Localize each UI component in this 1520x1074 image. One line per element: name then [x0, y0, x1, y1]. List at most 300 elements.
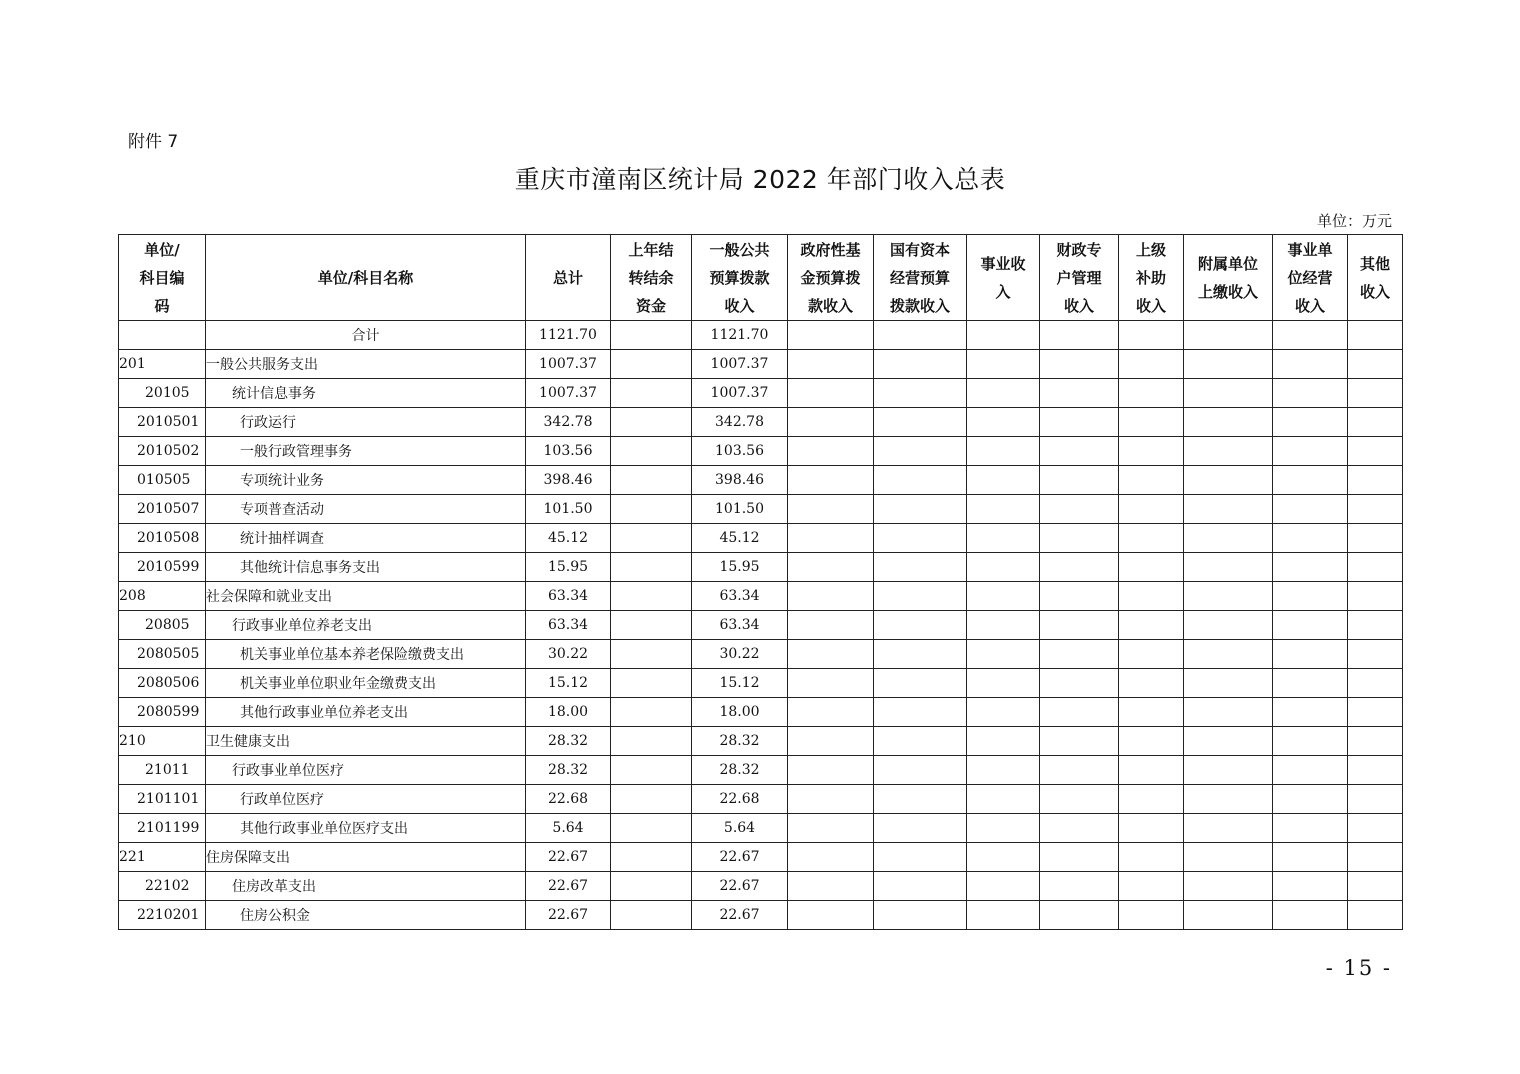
- row-business-income: [967, 843, 1040, 872]
- row-operating-income: [1273, 553, 1348, 582]
- row-state-capital: [874, 843, 967, 872]
- row-fund-budget: [788, 640, 874, 669]
- row-fund-budget: [788, 553, 874, 582]
- row-name: 行政事业单位养老支出: [206, 611, 526, 640]
- row-state-capital: [874, 437, 967, 466]
- row-general-budget: 5.64: [692, 814, 788, 843]
- row-name: 行政单位医疗: [206, 785, 526, 814]
- row-subordinate-income: [1184, 408, 1273, 437]
- row-operating-income: [1273, 321, 1348, 350]
- row-name: 其他统计信息事务支出: [206, 553, 526, 582]
- row-subordinate-income: [1184, 553, 1273, 582]
- row-state-capital: [874, 495, 967, 524]
- row-superior-subsidy: [1119, 640, 1184, 669]
- row-general-budget: 1121.70: [692, 321, 788, 350]
- row-subordinate-income: [1184, 756, 1273, 785]
- row-name: 统计抽样调查: [206, 524, 526, 553]
- row-name: 住房公积金: [206, 901, 526, 930]
- row-code: 2080506: [119, 669, 206, 698]
- row-code: 208: [119, 582, 206, 611]
- row-state-capital: [874, 785, 967, 814]
- row-total: 45.12: [526, 524, 611, 553]
- row-subordinate-income: [1184, 814, 1273, 843]
- row-other-income: [1348, 698, 1403, 727]
- row-carryover: [611, 495, 692, 524]
- row-code: 221: [119, 843, 206, 872]
- row-total: 63.34: [526, 611, 611, 640]
- row-general-budget: 22.67: [692, 901, 788, 930]
- table-row: [119, 698, 1403, 727]
- row-subordinate-income: [1184, 379, 1273, 408]
- row-state-capital: [874, 814, 967, 843]
- row-fund-budget: [788, 901, 874, 930]
- row-superior-subsidy: [1119, 350, 1184, 379]
- row-code: 2010599: [119, 553, 206, 582]
- row-total: 398.46: [526, 466, 611, 495]
- row-superior-subsidy: [1119, 901, 1184, 930]
- row-fund-budget: [788, 350, 874, 379]
- row-general-budget: 28.32: [692, 756, 788, 785]
- row-name: 一般公共服务支出: [206, 350, 526, 379]
- row-code: 2010507: [119, 495, 206, 524]
- row-general-budget: 398.46: [692, 466, 788, 495]
- row-superior-subsidy: [1119, 698, 1184, 727]
- row-total: 30.22: [526, 640, 611, 669]
- row-other-income: [1348, 727, 1403, 756]
- row-business-income: [967, 408, 1040, 437]
- row-other-income: [1348, 524, 1403, 553]
- row-name: 机关事业单位职业年金缴费支出: [206, 669, 526, 698]
- row-carryover: [611, 582, 692, 611]
- table-row: [119, 872, 1403, 901]
- row-special-account: [1040, 553, 1119, 582]
- row-operating-income: [1273, 640, 1348, 669]
- row-state-capital: [874, 408, 967, 437]
- row-subordinate-income: [1184, 698, 1273, 727]
- row-name: 机关事业单位基本养老保险缴费支出: [206, 640, 526, 669]
- row-subordinate-income: [1184, 872, 1273, 901]
- row-subordinate-income: [1184, 785, 1273, 814]
- page-number: - 15 -: [1325, 956, 1392, 980]
- row-business-income: [967, 350, 1040, 379]
- row-code: 2101199: [119, 814, 206, 843]
- row-carryover: [611, 669, 692, 698]
- row-state-capital: [874, 669, 967, 698]
- row-carryover: [611, 872, 692, 901]
- row-other-income: [1348, 408, 1403, 437]
- row-operating-income: [1273, 872, 1348, 901]
- row-fund-budget: [788, 379, 874, 408]
- row-operating-income: [1273, 495, 1348, 524]
- row-business-income: [967, 901, 1040, 930]
- row-fund-budget: [788, 756, 874, 785]
- row-operating-income: [1273, 611, 1348, 640]
- row-business-income: [967, 611, 1040, 640]
- header-code: 单位/科目编码: [119, 235, 206, 321]
- table-row: [119, 524, 1403, 553]
- row-code: [119, 321, 206, 350]
- row-subordinate-income: [1184, 466, 1273, 495]
- table-row: [119, 669, 1403, 698]
- row-subordinate-income: [1184, 495, 1273, 524]
- row-business-income: [967, 785, 1040, 814]
- row-other-income: [1348, 843, 1403, 872]
- row-other-income: [1348, 582, 1403, 611]
- row-superior-subsidy: [1119, 611, 1184, 640]
- row-other-income: [1348, 669, 1403, 698]
- row-special-account: [1040, 872, 1119, 901]
- row-state-capital: [874, 350, 967, 379]
- row-name: 住房改革支出: [206, 872, 526, 901]
- row-subordinate-income: [1184, 640, 1273, 669]
- row-carryover: [611, 698, 692, 727]
- row-other-income: [1348, 814, 1403, 843]
- table-row: [119, 611, 1403, 640]
- row-superior-subsidy: [1119, 669, 1184, 698]
- row-total: 15.95: [526, 553, 611, 582]
- row-special-account: [1040, 408, 1119, 437]
- row-name: 专项普查活动: [206, 495, 526, 524]
- row-subordinate-income: [1184, 524, 1273, 553]
- header-special-account: 财政专户管理收入: [1040, 235, 1119, 321]
- row-operating-income: [1273, 901, 1348, 930]
- row-business-income: [967, 756, 1040, 785]
- row-operating-income: [1273, 698, 1348, 727]
- row-superior-subsidy: [1119, 785, 1184, 814]
- unit-label: 单位：万元: [1316, 212, 1392, 230]
- row-subordinate-income: [1184, 843, 1273, 872]
- row-general-budget: 101.50: [692, 495, 788, 524]
- header-other-income: 其他收入: [1348, 235, 1403, 321]
- row-superior-subsidy: [1119, 843, 1184, 872]
- row-name: 社会保障和就业支出: [206, 582, 526, 611]
- row-operating-income: [1273, 466, 1348, 495]
- row-general-budget: 63.34: [692, 582, 788, 611]
- row-total: 22.67: [526, 843, 611, 872]
- row-code: 2010502: [119, 437, 206, 466]
- row-operating-income: [1273, 350, 1348, 379]
- row-business-income: [967, 437, 1040, 466]
- table-row: [119, 495, 1403, 524]
- row-carryover: [611, 727, 692, 756]
- header-general-budget: 一般公共预算拨款收入: [692, 235, 788, 321]
- row-state-capital: [874, 756, 967, 785]
- row-carryover: [611, 640, 692, 669]
- row-general-budget: 1007.37: [692, 379, 788, 408]
- row-other-income: [1348, 379, 1403, 408]
- row-code: 2080505: [119, 640, 206, 669]
- row-state-capital: [874, 321, 967, 350]
- row-general-budget: 15.12: [692, 669, 788, 698]
- row-special-account: [1040, 785, 1119, 814]
- row-general-budget: 45.12: [692, 524, 788, 553]
- row-subordinate-income: [1184, 437, 1273, 466]
- row-other-income: [1348, 321, 1403, 350]
- row-other-income: [1348, 553, 1403, 582]
- table-row: [119, 408, 1403, 437]
- row-superior-subsidy: [1119, 582, 1184, 611]
- row-special-account: [1040, 814, 1119, 843]
- row-general-budget: 30.22: [692, 640, 788, 669]
- row-code: 210: [119, 727, 206, 756]
- row-superior-subsidy: [1119, 756, 1184, 785]
- row-subordinate-income: [1184, 321, 1273, 350]
- row-name: 一般行政管理事务: [206, 437, 526, 466]
- row-other-income: [1348, 756, 1403, 785]
- row-total: 342.78: [526, 408, 611, 437]
- row-operating-income: [1273, 524, 1348, 553]
- row-carryover: [611, 524, 692, 553]
- row-fund-budget: [788, 785, 874, 814]
- header-fund-budget: 政府性基金预算拨款收入: [788, 235, 874, 321]
- row-code: 2101101: [119, 785, 206, 814]
- row-business-income: [967, 814, 1040, 843]
- row-business-income: [967, 466, 1040, 495]
- row-carryover: [611, 350, 692, 379]
- row-fund-budget: [788, 582, 874, 611]
- row-total: 1007.37: [526, 350, 611, 379]
- table-row: [119, 640, 1403, 669]
- row-carryover: [611, 611, 692, 640]
- row-general-budget: 22.67: [692, 872, 788, 901]
- row-total: 5.64: [526, 814, 611, 843]
- row-carryover: [611, 379, 692, 408]
- row-general-budget: 28.32: [692, 727, 788, 756]
- row-business-income: [967, 640, 1040, 669]
- row-business-income: [967, 669, 1040, 698]
- row-special-account: [1040, 698, 1119, 727]
- row-special-account: [1040, 321, 1119, 350]
- row-state-capital: [874, 379, 967, 408]
- row-carryover: [611, 408, 692, 437]
- row-total: 22.67: [526, 872, 611, 901]
- row-special-account: [1040, 350, 1119, 379]
- row-superior-subsidy: [1119, 321, 1184, 350]
- row-operating-income: [1273, 843, 1348, 872]
- row-special-account: [1040, 756, 1119, 785]
- row-superior-subsidy: [1119, 437, 1184, 466]
- row-carryover: [611, 321, 692, 350]
- row-operating-income: [1273, 437, 1348, 466]
- row-special-account: [1040, 495, 1119, 524]
- row-total: 101.50: [526, 495, 611, 524]
- row-total: 28.32: [526, 756, 611, 785]
- row-superior-subsidy: [1119, 408, 1184, 437]
- table-row: [119, 321, 1403, 350]
- row-name: 行政运行: [206, 408, 526, 437]
- row-fund-budget: [788, 408, 874, 437]
- row-superior-subsidy: [1119, 727, 1184, 756]
- row-special-account: [1040, 437, 1119, 466]
- header-name: 单位/科目名称: [206, 235, 526, 321]
- row-total: 63.34: [526, 582, 611, 611]
- row-name: 合计: [206, 321, 526, 350]
- row-other-income: [1348, 611, 1403, 640]
- row-carryover: [611, 901, 692, 930]
- table-row: [119, 727, 1403, 756]
- row-special-account: [1040, 727, 1119, 756]
- table-row: [119, 785, 1403, 814]
- row-state-capital: [874, 727, 967, 756]
- row-subordinate-income: [1184, 727, 1273, 756]
- row-name: 其他行政事业单位养老支出: [206, 698, 526, 727]
- row-fund-budget: [788, 814, 874, 843]
- row-carryover: [611, 814, 692, 843]
- table-header-row: [119, 235, 1403, 321]
- row-name: 统计信息事务: [206, 379, 526, 408]
- row-general-budget: 15.95: [692, 553, 788, 582]
- row-total: 22.68: [526, 785, 611, 814]
- row-general-budget: 63.34: [692, 611, 788, 640]
- row-operating-income: [1273, 582, 1348, 611]
- row-fund-budget: [788, 872, 874, 901]
- row-name: 卫生健康支出: [206, 727, 526, 756]
- row-other-income: [1348, 901, 1403, 930]
- row-subordinate-income: [1184, 669, 1273, 698]
- row-fund-budget: [788, 321, 874, 350]
- row-total: 103.56: [526, 437, 611, 466]
- row-code: 2080599: [119, 698, 206, 727]
- row-other-income: [1348, 437, 1403, 466]
- row-other-income: [1348, 495, 1403, 524]
- row-general-budget: 342.78: [692, 408, 788, 437]
- row-carryover: [611, 843, 692, 872]
- row-subordinate-income: [1184, 901, 1273, 930]
- row-fund-budget: [788, 727, 874, 756]
- table-row: [119, 582, 1403, 611]
- row-carryover: [611, 756, 692, 785]
- row-special-account: [1040, 582, 1119, 611]
- attachment-label: 附件 7: [128, 132, 179, 152]
- header-carryover: 上年结转结余资金: [611, 235, 692, 321]
- row-general-budget: 1007.37: [692, 350, 788, 379]
- row-business-income: [967, 524, 1040, 553]
- row-special-account: [1040, 466, 1119, 495]
- row-code: 22102: [119, 872, 206, 901]
- row-other-income: [1348, 785, 1403, 814]
- row-total: 1007.37: [526, 379, 611, 408]
- row-fund-budget: [788, 611, 874, 640]
- row-special-account: [1040, 669, 1119, 698]
- row-other-income: [1348, 466, 1403, 495]
- row-operating-income: [1273, 756, 1348, 785]
- row-general-budget: 22.68: [692, 785, 788, 814]
- row-special-account: [1040, 843, 1119, 872]
- row-superior-subsidy: [1119, 814, 1184, 843]
- row-state-capital: [874, 553, 967, 582]
- revenue-table: [118, 234, 1403, 930]
- row-other-income: [1348, 350, 1403, 379]
- row-special-account: [1040, 379, 1119, 408]
- row-general-budget: 103.56: [692, 437, 788, 466]
- row-fund-budget: [788, 843, 874, 872]
- row-fund-budget: [788, 524, 874, 553]
- row-subordinate-income: [1184, 582, 1273, 611]
- row-business-income: [967, 379, 1040, 408]
- table-row: [119, 553, 1403, 582]
- row-state-capital: [874, 640, 967, 669]
- row-code: 2210201: [119, 901, 206, 930]
- row-general-budget: 18.00: [692, 698, 788, 727]
- row-operating-income: [1273, 669, 1348, 698]
- row-special-account: [1040, 524, 1119, 553]
- row-state-capital: [874, 611, 967, 640]
- table-row: [119, 466, 1403, 495]
- row-carryover: [611, 437, 692, 466]
- table-body: [119, 321, 1403, 930]
- row-superior-subsidy: [1119, 872, 1184, 901]
- row-special-account: [1040, 901, 1119, 930]
- row-total: 15.12: [526, 669, 611, 698]
- row-state-capital: [874, 524, 967, 553]
- table-row: [119, 843, 1403, 872]
- row-fund-budget: [788, 437, 874, 466]
- row-code: 010505: [119, 466, 206, 495]
- row-code: 201: [119, 350, 206, 379]
- row-code: 2010508: [119, 524, 206, 553]
- row-state-capital: [874, 872, 967, 901]
- row-code: 21011: [119, 756, 206, 785]
- row-state-capital: [874, 901, 967, 930]
- row-total: 18.00: [526, 698, 611, 727]
- row-business-income: [967, 553, 1040, 582]
- row-special-account: [1040, 611, 1119, 640]
- row-total: 28.32: [526, 727, 611, 756]
- row-code: 2010501: [119, 408, 206, 437]
- row-operating-income: [1273, 814, 1348, 843]
- row-total: 22.67: [526, 901, 611, 930]
- table-row: [119, 437, 1403, 466]
- row-operating-income: [1273, 727, 1348, 756]
- row-name: 行政事业单位医疗: [206, 756, 526, 785]
- row-superior-subsidy: [1119, 524, 1184, 553]
- row-name: 其他行政事业单位医疗支出: [206, 814, 526, 843]
- row-state-capital: [874, 698, 967, 727]
- row-fund-budget: [788, 698, 874, 727]
- page-title: 重庆市潼南区统计局 2022 年部门收入总表: [514, 165, 1006, 194]
- row-fund-budget: [788, 495, 874, 524]
- header-state-capital: 国有资本经营预算拨款收入: [874, 235, 967, 321]
- row-business-income: [967, 495, 1040, 524]
- row-business-income: [967, 698, 1040, 727]
- header-subordinate-income: 附属单位上缴收入: [1184, 235, 1273, 321]
- row-fund-budget: [788, 669, 874, 698]
- row-other-income: [1348, 640, 1403, 669]
- row-special-account: [1040, 640, 1119, 669]
- row-name: 住房保障支出: [206, 843, 526, 872]
- row-carryover: [611, 553, 692, 582]
- row-general-budget: 22.67: [692, 843, 788, 872]
- row-business-income: [967, 321, 1040, 350]
- row-operating-income: [1273, 785, 1348, 814]
- header-business-income: 事业收入: [967, 235, 1040, 321]
- row-superior-subsidy: [1119, 495, 1184, 524]
- row-operating-income: [1273, 379, 1348, 408]
- row-other-income: [1348, 872, 1403, 901]
- table-row: [119, 756, 1403, 785]
- row-operating-income: [1273, 408, 1348, 437]
- row-state-capital: [874, 466, 967, 495]
- row-superior-subsidy: [1119, 553, 1184, 582]
- row-business-income: [967, 872, 1040, 901]
- table-row: [119, 350, 1403, 379]
- table-row: [119, 901, 1403, 930]
- header-superior-subsidy: 上级补助收入: [1119, 235, 1184, 321]
- row-superior-subsidy: [1119, 466, 1184, 495]
- row-business-income: [967, 727, 1040, 756]
- row-superior-subsidy: [1119, 379, 1184, 408]
- row-total: 1121.70: [526, 321, 611, 350]
